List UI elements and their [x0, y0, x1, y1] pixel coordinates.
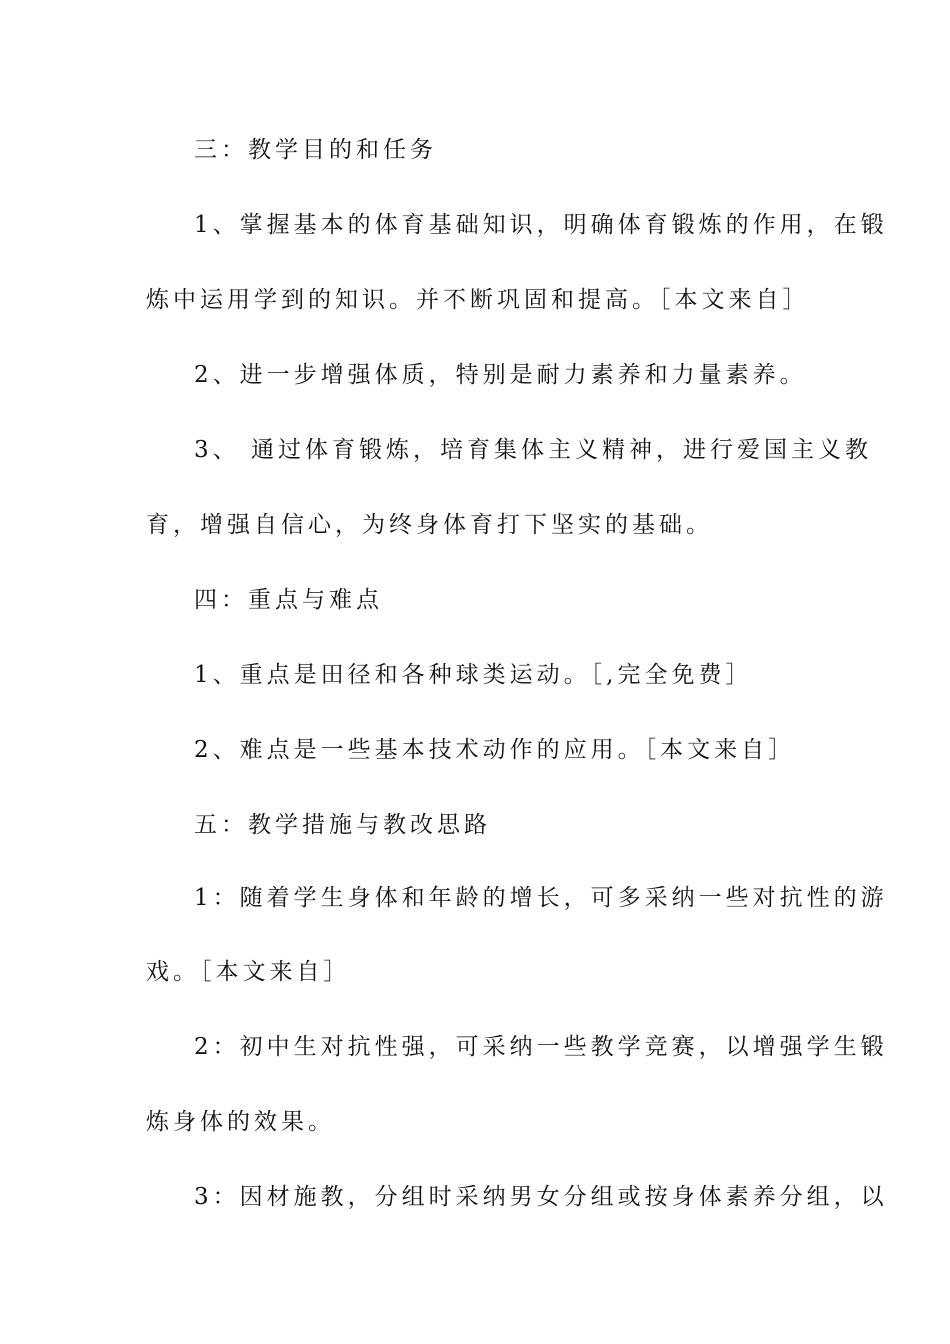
paragraph-line: 炼身体的效果。 [146, 1109, 335, 1135]
paragraph-line: 3、 通过体育锻炼，培育集体主义精神，进行爱国主义教 [194, 437, 872, 463]
paragraph-line: 1、掌握基本的体育基础知识，明确体育锻炼的作用，在锻 [194, 212, 888, 238]
paragraph-line: 3：因材施教，分组时采纳男女分组或按身体素养分组，以 [194, 1184, 888, 1210]
paragraph-line: 1：随着学生身体和年龄的增长，可多采纳一些对抗性的游 [194, 885, 888, 911]
section-heading-5: 五：教学措施与教改思路 [194, 812, 491, 838]
paragraph-line: 炼中运用学到的知识。并不断巩固和提高。［本文来自］ [146, 287, 810, 313]
paragraph-line: 2、难点是一些基本技术动作的应用。［本文来自］ [194, 737, 796, 763]
section-heading-4: 四：重点与难点 [194, 587, 383, 613]
paragraph-line: 2：初中生对抗性强，可采纳一些教学竞赛，以增强学生锻 [194, 1034, 888, 1060]
paragraph-line: 育，增强自信心，为终身体育打下坚实的基础。 [146, 512, 713, 538]
paragraph-line: 2、进一步增强体质，特别是耐力素养和力量素养。 [194, 362, 807, 388]
paragraph-line: 1、重点是田径和各种球类运动。［,完全免费］ [194, 662, 753, 688]
paragraph-line: 戏。［本文来自］ [146, 959, 351, 985]
section-heading-3: 三：教学目的和任务 [194, 137, 437, 163]
